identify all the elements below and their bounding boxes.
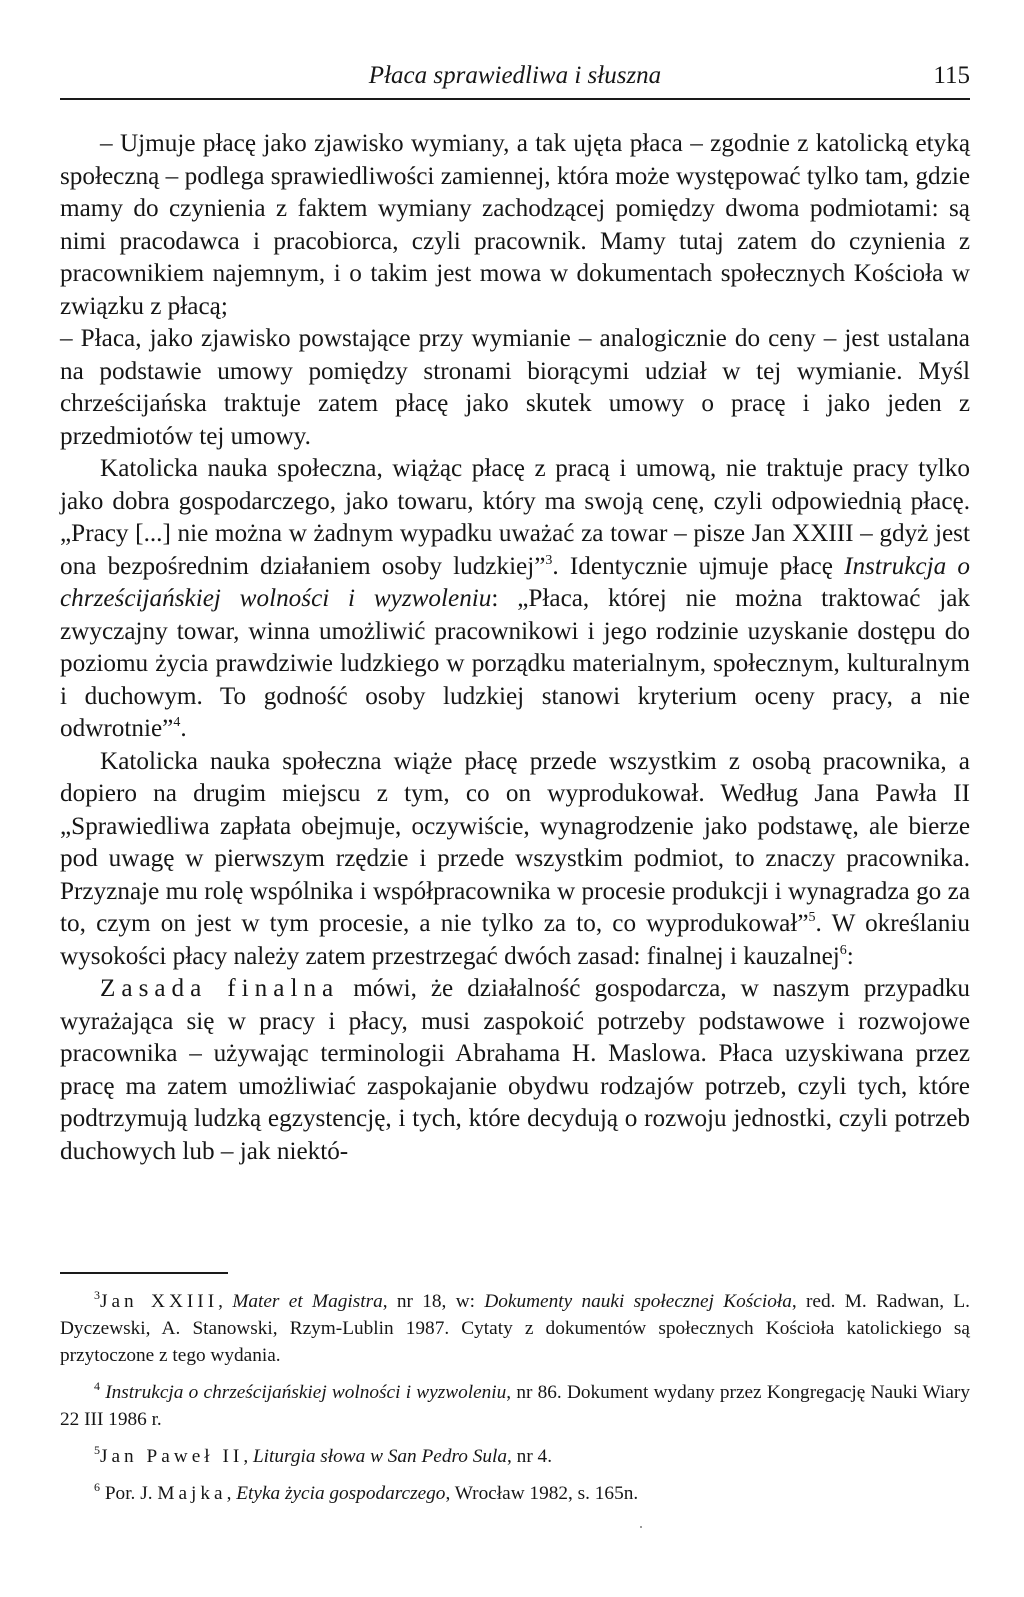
footnote-ref-3: 3	[545, 552, 553, 568]
running-title: Płaca sprawiedliwa i słuszna	[368, 62, 662, 89]
footnote-4	[60, 1379, 970, 1433]
footnote-title: Instrukcja o chrześcijańskiej wolności i wyzwoleniu	[105, 1382, 507, 1403]
footnote-author: Jan XXIII	[100, 1291, 219, 1312]
page-number: 115	[933, 62, 970, 89]
footnote-6	[60, 1480, 970, 1507]
footnote-prefix: Por. J.	[104, 1483, 158, 1504]
footnote-ref-6: 6	[839, 942, 847, 958]
footnote-author: Jan Paweł II	[100, 1446, 244, 1467]
footnote-author: Majka	[157, 1483, 227, 1504]
paragraph-3-text-c: : „Płaca, której nie można traktować jak zwyczajny towar, winna umożliwić pracownikowi i jego rodzinie uzyskanie dostępu do poziomu życia prawdziwie ludzkiego w porządku materialnym, społecznym, kulturalnym i duchowym. To godność osoby ludzkiej stanowi kryterium oceny pracy, a nie odwrotnie”	[60, 585, 970, 742]
paragraph-3-text-b: . Identycznie ujmuje płacę	[552, 552, 845, 580]
paragraph-2: – Płaca, jako zjawisko powstające przy wymianie – analogicznie do ceny – jest ustalana na podstawie umowy pomiędzy stronami biorącymi udział w tej wymianie. Myśl chrześcijańska traktuje zatem płacę jako skutek umowy o pracę i jako jeden z przedmiotów tej umowy.	[60, 325, 970, 450]
footnote-separator-text: ,	[226, 1483, 237, 1504]
footnote-number: 6	[94, 1480, 100, 1494]
footnotes	[60, 1288, 970, 1517]
footnote-text-rest: , nr 86. Dokument wydany przez Kongregację Nauki Wiary 22 III 1986 r.	[60, 1382, 970, 1430]
paragraph-5-text: mówi, że działalność gospodarcza, w naszym przypadku wyrażająca się w pracy i płacy, musi zaspokoić potrzeby podstawowe i rozwojowe pracownika – używając terminologii Abrahama H. Maslowa. Płaca uzyskiwana przez pracę ma zatem umożliwiać zaspokajanie obydwu rodzajów potrzeb, czyli tych, które podtrzymują ludzką egzystencję, i tych, które decydują o rozwoju jednostki, czyli potrzeb duchowych lub – jak niektó-	[60, 975, 971, 1165]
paragraph-5	[60, 973, 970, 1168]
paragraph-1: – Ujmuje płacę jako zjawisko wymiany, a tak ujęta płaca – zgodnie z katolicką etyką społeczną – podlega sprawiedliwości zamiennej, która może występować tylko tam, gdzie mamy do czynienia z faktem wymiany zachodzącej pomiędzy dwoma podmiotami: są nimi pracodawca i pracobiorca, czyli pracownik. Mamy tutaj zatem do czynienia z pracownikiem najemnym, i o takim jest mowa w dokumentach społecznych Kościoła w związku z płacą;	[60, 130, 970, 320]
footnote-text-rest: , nr 4.	[507, 1446, 553, 1467]
body-text	[60, 128, 970, 1168]
paragraph-4-text-c: :	[846, 942, 854, 970]
footnote-number: 4	[94, 1379, 100, 1393]
footnote-separator-text: ,	[243, 1446, 253, 1467]
paragraph-3-text-a: Katolicka nauka społeczna, wiążąc płacę z pracą i umową, nie traktuje pracy tylko jako dobra gospodarczego, jako towaru, który ma swoją cenę, czyli odpowiednią płacę. „Pracy [...] nie można w żadnym wypadku uważać za towar – pisze Jan XXIII – gdyż jest ona bezpośrednim działaniem osoby ludzkiej”	[60, 455, 970, 580]
paragraph-3	[60, 453, 970, 746]
footnote-number: 5	[94, 1443, 100, 1457]
paragraph-4	[60, 746, 970, 974]
footnote-title: Etyka życia gospodarczego	[236, 1483, 446, 1504]
cited-document-title: Instrukcja o chrześcijańskiej wolności i wyzwoleniu	[60, 552, 970, 612]
footnote-title: Mater et Magistra	[232, 1291, 383, 1312]
footnote-5	[60, 1443, 970, 1470]
footnote-title: Liturgia słowa w San Pedro Sula	[252, 1446, 508, 1467]
footnote-ref-4: 4	[173, 715, 181, 730]
paragraph-3-text-d: .	[180, 715, 187, 742]
paragraph-4-text-b: . W określaniu wysokości płacy należy zatem przestrzegać dwóch zasad: finalnej i kauzalnej	[60, 910, 970, 970]
footnote-separator	[60, 1272, 228, 1274]
paragraph-4-text-a: Katolicka nauka społeczna wiąże płacę przede wszystkim z osobą pracownika, a dopiero na drugim miejscu z tym, co on wyprodukował. Według Jana Pawła II „Sprawiedliwa zapłata obejmuje, oczywiście, wynagrodzenie jako podstawę, ale bierze pod uwagę w pierwszym rzędzie i przede wszystkim podmiot, to znaczy pracownika. Przyznaje mu rolę wspólnika i współpracownika w procesie produkcji i wynagradza go za to, czym on jest w tym procesie, a nie tylko za to, co wyprodukował”	[60, 747, 970, 937]
footnote-separator-text: ,	[218, 1291, 233, 1312]
footnote-number: 3	[94, 1288, 100, 1302]
footnote-ref-5: 5	[808, 910, 816, 925]
footnote-text: , nr 18, w:	[382, 1291, 485, 1312]
footnote-title-2: Dokumenty nauki społecznej Kościoła	[484, 1291, 792, 1312]
footnote-3	[60, 1288, 970, 1369]
footnote-text-rest: , Wrocław 1982, s. 165n.	[445, 1483, 639, 1504]
scan-speck	[640, 1526, 642, 1528]
running-header	[60, 58, 970, 100]
footnote-text-rest: , red. M. Radwan, L. Dyczewski, A. Stanowski, Rzym-Lublin 1987. Cytaty z dokumentów społecznych Kościoła katolickiego są przytoczone z tego wydania.	[60, 1291, 970, 1366]
spaced-term: Zasada finalna	[100, 975, 340, 1002]
